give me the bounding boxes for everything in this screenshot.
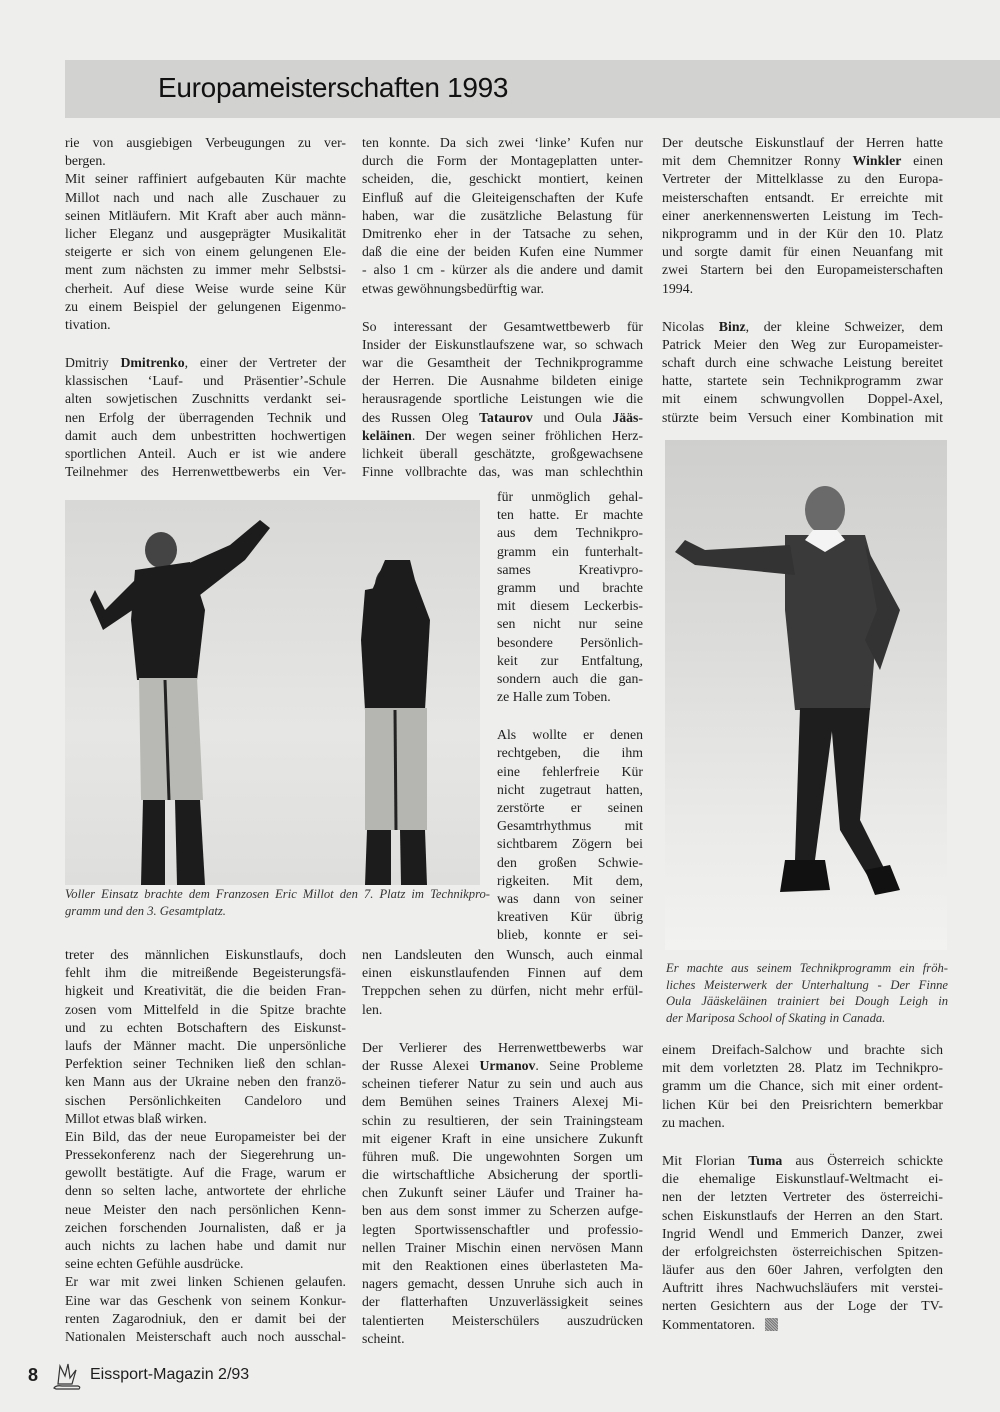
text-line: dem Bemühen seines Trainers Alexej Mi- — [362, 1094, 643, 1110]
paragraph — [362, 318, 643, 482]
text-line: rie von ausgiebigen Verbeugungen zu ver- — [65, 135, 346, 150]
text-segment: Dmitriy — [65, 355, 121, 371]
page-number: 8 — [28, 1365, 39, 1385]
text-line: zu machen. — [662, 1114, 725, 1130]
paragraph — [65, 134, 346, 170]
article-column-3-bottom — [662, 1041, 943, 1334]
text-line: Eine war das Geschenk von seinem Konkur- — [65, 1292, 346, 1308]
text-line: zerstörte er seinen — [497, 800, 643, 815]
paragraph — [362, 1039, 643, 1348]
text-line: gramm ein funterhalt- — [497, 543, 643, 559]
text-line: führen muß. Die ungewohnten Sorgen um — [362, 1148, 643, 1164]
text-line: für unmöglich gehal- — [497, 489, 643, 504]
text-line: Ein Bild, das der neue Europameister bei der — [65, 1128, 346, 1144]
text-line: Treppchen sehen zu dürfen, nicht mehr erfül- — [362, 983, 643, 999]
text-line: den großen Schwie- — [497, 854, 643, 870]
text-line: Der Verlierer des Herrenwettbewerbs war — [362, 1039, 643, 1055]
text-line: Er war mit zwei linken Schienen gelaufen. — [65, 1274, 346, 1290]
text-line: klassischen ‘Lauf- und Präsentier’-Schule — [65, 373, 346, 389]
paragraph — [662, 1041, 943, 1132]
section-header-band — [65, 60, 1000, 118]
text-line: ten hatte. Er machte — [497, 507, 643, 523]
text-segment: einen — [901, 153, 944, 169]
text-segment: , einer der Vertreter der — [184, 355, 346, 371]
article-column-1-top — [65, 134, 346, 481]
text-line: haben, war die zusätzliche Belastung für — [362, 207, 643, 223]
text-line: mit eigener Kraft in eine unsichere Zukunft — [362, 1130, 643, 1146]
text-line: bergen. — [65, 153, 106, 169]
text-line: mit den Reaktionen eines überlasteten Ma- — [362, 1258, 643, 1273]
magazine-logo-icon — [50, 1362, 84, 1392]
text-line: renten Zagarodniuk, den er damit bei der — [65, 1310, 346, 1326]
text-line: war die Gesamtheit der Technikprogramme — [362, 355, 643, 371]
text-line: higkeit und Kreativität, die die beiden Fran- — [65, 983, 346, 999]
article-column-2-top — [362, 134, 643, 481]
text-line: schaft durch eine schwache Leistung bereitet — [662, 355, 943, 371]
text-line: liches Meisterwerk der Unterhaltung - Der Finne — [666, 977, 948, 992]
photo-caption-jaaskelainen — [666, 960, 948, 1026]
paragraph — [662, 318, 943, 427]
text-line: neue Meister den nach persönlichen Kenn- — [65, 1201, 346, 1217]
text-line: der erfolgreichsten österreichischen Spitzen- — [662, 1243, 943, 1259]
text-line: Als wollte er denen — [497, 727, 643, 743]
text-line: ment zum nächsten zu immer mehr Selbstsi- — [65, 262, 346, 278]
text-line: steigerte er sich von einem gelungenen Ele- — [65, 244, 346, 260]
bold-name: Tuma — [748, 1152, 783, 1168]
text-line: sichtbarem Zögern bei — [497, 836, 643, 852]
text-line: besondere Persönlich- — [497, 634, 643, 650]
text-line: Kommentatoren. — [662, 1316, 943, 1334]
page-title: Europameisterschaften 1993 — [158, 72, 509, 103]
text-line: aus dem Technikpro- — [497, 525, 643, 541]
paragraph — [497, 726, 643, 944]
text-line: Teilnehmer des Herrenwettbewerbs ein Ver- — [65, 464, 346, 480]
text-line: zeichen forschenden Journalisten, daß er ja — [65, 1219, 346, 1235]
text-line: alten sowjetischen Zuschnitts verdankt sei- — [65, 391, 346, 407]
paragraph — [65, 354, 346, 481]
text-line: sischen Persönlichkeiten Candeloro und — [65, 1092, 346, 1108]
text-line: blieb, konnte er sei- — [497, 927, 643, 943]
text-line: einem Dreifach-Salchow und brachte sich — [662, 1042, 943, 1057]
text-line: Nationalen Meisterschaft auch noch ausschal- — [65, 1328, 346, 1344]
article-column-2-bottom — [362, 946, 643, 1348]
text-line: denn so selten lache, antwortete der ehrliche — [65, 1183, 346, 1199]
bold-name: Binz — [718, 318, 746, 334]
text-segment: Mit Florian — [662, 1152, 749, 1168]
text-line — [662, 318, 943, 336]
text-line: Auftritt ihres Nachwuchsläufers mit verstei- — [662, 1280, 943, 1296]
text-line: Mit seiner raffiniert aufgebauten Kür machte — [65, 171, 346, 187]
text-line: nen Landsleuten den Wunsch, auch einmal — [362, 947, 643, 962]
text-line: einer anerkennenswerten Leistung im Tech- — [662, 207, 943, 223]
text-line: fehlt ihm die mitreißende Begeisterungsfä- — [65, 965, 346, 981]
photo-eric-millot — [65, 500, 480, 885]
text-line: zu einem Beispiel der gelungenen Eigenmo- — [65, 298, 346, 314]
text-line: laufs der Männer macht. Die unpersönliche — [65, 1037, 346, 1053]
text-line: nicht zugetraut hatten, — [497, 781, 643, 797]
text-line: Gesamtrhythmus mit — [497, 818, 643, 834]
text-line: talentierten Meisterschülers auszudrücken — [362, 1312, 643, 1328]
text-line: keit zur Entfaltung, — [497, 652, 643, 668]
bold-name: Tataurov — [479, 409, 533, 425]
text-line: scheint. — [362, 1330, 405, 1346]
text-line: der Mariposa School of Skating in Canada. — [666, 1010, 886, 1025]
text-line: rigkeiten. Mit dem, — [497, 872, 643, 888]
text-line: schen Eiskunstlaufs der Herren an den Start. — [662, 1207, 943, 1223]
text-line: So interessant der Gesamtwettbewerb für — [362, 318, 643, 334]
bold-name: Jääs- — [612, 409, 643, 425]
text-line — [65, 354, 346, 372]
text-line: scheiden, die, geschickt montiert, keinen — [362, 171, 643, 187]
text-segment: . Seine Probleme — [535, 1057, 643, 1073]
text-line: gewollt bestätigte. Auf die Frage, warum er — [65, 1165, 346, 1181]
skater-image — [665, 440, 947, 950]
paragraph — [662, 134, 943, 298]
text-line: etwas gewöhnungsbedürftig war. — [362, 280, 545, 296]
text-line: Pressekonferenz nach der Siegerehrung un- — [65, 1147, 346, 1163]
text-line: ten konnte. Da sich zwei ‘linke’ Kufen nur — [362, 135, 643, 150]
skater-figures-image — [65, 500, 480, 885]
text-line: sportlichen Anteil. Auch er ist wie andere — [65, 446, 346, 461]
article-column-2-narrow — [497, 488, 643, 945]
text-line: hatte, startete sein Technikprogramm zwar — [662, 373, 943, 389]
text-segment: mit dem Chemnitzer Ronny — [662, 153, 853, 169]
paragraph — [65, 946, 346, 1128]
bold-name: keläinen — [362, 427, 412, 443]
text-line: tivation. — [65, 316, 111, 332]
text-line: nen Erfolg der überragenden Technik und — [65, 409, 346, 425]
text-line: legten Sportwissenschaftler und professio- — [362, 1221, 643, 1237]
text-line: mit diesem Leckerbis- — [497, 598, 643, 614]
text-line: herausragende sportliche Leistungen wie die — [362, 391, 643, 407]
text-line: rechtgeben, die ihm — [497, 745, 643, 761]
photo-oula-jaaskelainen — [665, 440, 947, 950]
text-segment: der Russe Alexei — [362, 1057, 480, 1073]
text-line: schin zu resultieren, der sein Trainingsteam — [362, 1112, 643, 1128]
text-line: gramm um die Chance, sich mit einer ordent- — [662, 1078, 943, 1094]
text-line — [662, 1152, 943, 1170]
photo-caption-millot — [65, 886, 490, 919]
text-line — [362, 409, 643, 427]
text-line: läufer aus den 60er Jahren, verfolgten den — [662, 1262, 943, 1278]
text-line: daß die eine der beiden Kufen eine Nummer — [362, 244, 643, 260]
paragraph — [65, 1128, 346, 1274]
text-line: die wirtschaftliche Absicherung der sportli- — [362, 1167, 643, 1183]
text-line: nagers gemacht, dessen Unruhe sich auch in — [362, 1276, 643, 1292]
text-line: die ehemalige Eiskunstlauf-Weltmacht ei- — [662, 1171, 943, 1187]
text-line: Insider der Eiskunstlaufszene war, so schwach — [362, 336, 643, 352]
text-line: scheinen tieferer Natur zu sein und auch aus — [362, 1076, 643, 1092]
text-line: - also 1 cm - kürzer als die andere und damit — [362, 262, 643, 278]
text-segment: aus Österreich schickte — [782, 1152, 944, 1168]
text-line: gramm und brachte — [497, 579, 643, 595]
article-column-3-top — [662, 134, 943, 427]
text-segment: des Russen Oleg — [362, 409, 480, 425]
text-line: nerten Gesichtern aus der Loge der TV- — [662, 1298, 943, 1314]
text-line: Vertreter der Mittelklasse zu den Europa- — [662, 171, 943, 187]
text-line: chen Zukunft seiner Läufer und Trainer ha- — [362, 1185, 643, 1201]
text-line — [362, 427, 643, 445]
text-line: Millot nach und nach alle Zuschauer zu — [65, 189, 346, 205]
paragraph — [497, 488, 643, 706]
text-line: sen nicht nur seine — [497, 616, 643, 632]
paragraph — [662, 1152, 943, 1334]
text-line: damit auch dem unbestritten hochwertigen — [65, 427, 346, 443]
article-column-1-bottom — [65, 946, 346, 1346]
text-line: nikprogramm und in der Kür den 10. Platz — [662, 225, 943, 241]
text-line: licher Eleganz und ausgeprägter Musikalität — [65, 225, 346, 241]
text-line: Voller Einsatz brachte dem Franzosen Eric Millot den 7. Platz im Technikpro- — [65, 887, 490, 901]
paragraph — [65, 170, 346, 334]
text-line: Dmitrenko eher in der Tatsache zu sehen, — [362, 225, 643, 241]
text-line: sondern auch die gan- — [497, 670, 643, 686]
text-line: ben aus dem sonst immer zu Scherzen aufge- — [362, 1203, 643, 1219]
text-line: lichkeit überall geschätzte, großgewachsene — [362, 446, 643, 461]
text-line: zosen vom Mittelfeld in die Spitze brachte — [65, 1001, 346, 1017]
text-segment: , der kleine Schweizer, dem — [745, 318, 943, 334]
text-line: zwei Startern bei den Europameisterschaften — [662, 262, 943, 278]
text-line: der flatterhaften Unzuverlässigkeit seines — [362, 1294, 643, 1310]
text-line: Der deutsche Eiskunstlauf der Herren hatte — [662, 135, 943, 150]
text-line: seinen Mitläufern. Mit Kraft aber auch männ- — [65, 207, 346, 223]
text-line: seine echten Gefühle ausdrücke. — [65, 1256, 244, 1272]
text-line: eine fehlerfreie Kür — [497, 763, 643, 779]
text-line: ze Halle zum Toben. — [497, 689, 611, 705]
text-line: len. — [362, 1001, 383, 1017]
paragraph — [362, 946, 643, 1019]
end-of-article-mark-icon — [765, 1318, 778, 1331]
text-line: mit dem vorletzten 28. Platz im Technikpro- — [662, 1060, 943, 1076]
text-line: Perfektion seiner Techniken ließ den schlan- — [65, 1056, 346, 1072]
text-line: Einfluß auf die Gleiteigenschaften der Kufe — [362, 189, 643, 205]
text-line — [662, 152, 943, 170]
text-line: Ingrid Wendl und Emmerich Danzer, zwei — [662, 1225, 943, 1241]
text-segment: . Der wegen seiner fröhlichen Herz- — [411, 427, 643, 443]
text-line: ken Mann aus der Ukraine neben den franzö- — [65, 1074, 346, 1090]
text-line: lichen Kür bei den Preisrichtern bemerkbar — [662, 1096, 943, 1112]
text-line: meisterschaften entsandt. Er erreichte mit — [662, 189, 943, 205]
magazine-issue: Eissport-Magazin 2/93 — [90, 1366, 250, 1383]
text-line: und sorgte damit für einen Neuanfang mit — [662, 244, 943, 260]
text-line: nen der letzten Vertreter des österreichi- — [662, 1189, 943, 1205]
text-line: stürzte beim Versuch einer Kombination mit — [662, 409, 943, 425]
paragraph — [65, 1273, 346, 1346]
bold-name: Urmanov — [479, 1057, 536, 1073]
text-line: 1994. — [662, 280, 694, 296]
bold-name: Dmitrenko — [120, 355, 185, 371]
text-line: sames Kreativpro- — [497, 561, 643, 577]
text-line: der Herren. Die Ausnahme bildeten einige — [362, 373, 643, 389]
text-line: Millot etwas blaß wirken. — [65, 1110, 207, 1126]
text-line: auch nichts zu lachen habe und damit nur — [65, 1238, 346, 1253]
text-line: nellen Trainer Mischin einen nervösen Mann — [362, 1239, 643, 1255]
paragraph — [362, 134, 643, 298]
text-line: Er machte aus seinem Technikprogramm ein fröh- — [666, 961, 948, 975]
text-line: Finne vollbrachte das, was man schlechthin — [362, 464, 643, 480]
text-segment: und Oula — [532, 409, 613, 425]
text-line — [362, 1057, 643, 1075]
text-line: mit einem schwungvollen Doppel-Axel, — [662, 391, 943, 407]
text-segment: Nicolas — [662, 318, 719, 334]
bold-name: Winkler — [852, 153, 902, 169]
text-line: was dann von seiner — [497, 890, 643, 906]
text-line: Oula Jääskeläinen trainiert bei Dough Leigh in — [666, 994, 948, 1008]
text-line: treter des männlichen Eiskunstlaufs, doch — [65, 947, 346, 962]
text-line: gramm und den 3. Gesamtplatz. — [65, 903, 226, 918]
text-line: einen eiskunstlaufenden Finnen auf dem — [362, 965, 643, 981]
text-line: cherheit. Auf diese Weise wurde seine Kür — [65, 280, 346, 296]
text-line: Patrick Meier den Weg zur Europameister- — [662, 336, 943, 352]
text-line: durch die Form der Montageplatten unter- — [362, 153, 643, 169]
text-line: kreativen Kür übrig — [497, 909, 643, 925]
text-line: und zu echten Botschaftern des Eiskunst- — [65, 1019, 346, 1035]
